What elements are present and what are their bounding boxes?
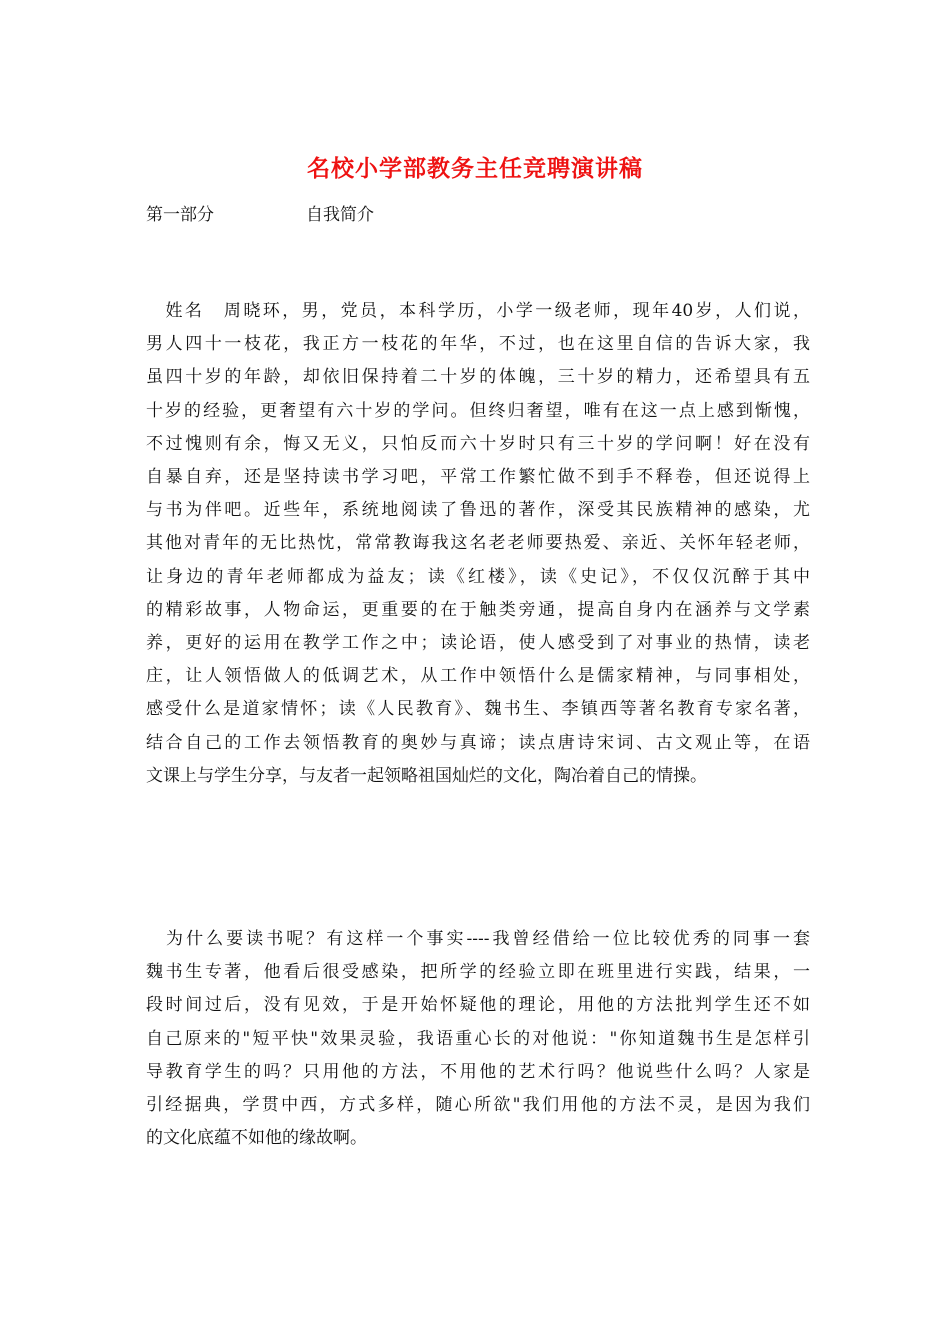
section-number: 第一部分 — [146, 205, 214, 225]
paragraph-line: 引经据典，学贯中西，方式多样，随心所欲"我们用他的方法不灵，是因为我们 — [146, 1095, 810, 1116]
paragraph-why-read — [146, 923, 810, 1155]
paragraph-line: 不过愧则有余，悔又无义，只怕反而六十岁时只有三十岁的学问啊！好在没有 — [146, 433, 810, 454]
paragraph-line: 自暴自弃，还是坚持读书学习吧，平常工作繁忙做不到手不释卷，但还说得上 — [146, 467, 810, 488]
paragraph-line: 段时间过后，没有见效，于是开始怀疑他的理论，用他的方法批判学生还不如 — [146, 995, 810, 1016]
paragraph-line: 虽四十岁的年龄，却依旧保持着二十岁的体魄，三十岁的精力，还希望具有五 — [146, 367, 810, 388]
paragraph-line: 的文化底蕴不如他的缘故啊。 — [146, 1128, 367, 1149]
paragraph-line: 与书为伴吧。近些年，系统地阅读了鲁迅的著作，深受其民族精神的感染，尤 — [146, 500, 810, 521]
paragraph-line: 其他对青年的无比热忱，常常教诲我这名老老师要热爱、亲近、关怀年轻老师， — [146, 533, 810, 554]
paragraph-self-introduction — [146, 295, 810, 793]
paragraph-line: 感受什么是道家情怀；读《人民教育》、魏书生、李镇西等著名教育专家名著， — [146, 699, 810, 720]
paragraph-line: 让身边的青年老师都成为益友；读《红楼》，读《史记》，不仅仅沉醉于其中 — [146, 566, 810, 587]
paragraph-line: 为什么要读书呢？有这样一个事实----我曾经借给一位比较优秀的同事一套 — [146, 929, 810, 949]
paragraph-line: 自己原来的"短平快"效果灵验，我语重心长的对他说："你知道魏书生是怎样引 — [146, 1028, 810, 1049]
paragraph-line: 姓名 周晓环，男，党员，本科学历，小学一级老师，现年40岁，人们说， — [146, 301, 810, 321]
document-title: 名校小学部教务主任竞聘演讲稿 — [307, 156, 643, 182]
paragraph-line: 男人四十一枝花，我正方一枝花的年华，不过，也在这里自信的告诉大家，我 — [146, 334, 810, 355]
paragraph-line: 庄，让人领悟做人的低调艺术，从工作中领悟什么是儒家精神，与同事相处， — [146, 666, 810, 687]
paragraph-line: 的精彩故事，人物命运，更重要的在于触类旁通，提高自身内在涵养与文学素 — [146, 599, 810, 620]
paragraph-line: 结合自己的工作去领悟教育的奥妙与真谛；读点唐诗宋词、古文观止等，在语 — [146, 732, 810, 753]
paragraph-line: 养，更好的运用在教学工作之中；读论语，使人感受到了对事业的热情，读老 — [146, 633, 810, 654]
section-heading — [146, 200, 374, 225]
paragraph-line: 魏书生专著，他看后很受感染，把所学的经验立即在班里进行实践，结果，一 — [146, 962, 810, 983]
paragraph-line: 文课上与学生分享，与友者一起领略祖国灿烂的文化，陶冶着自己的情操。 — [146, 765, 707, 786]
paragraph-line: 十岁的经验，更奢望有六十岁的学问。但终归奢望，唯有在这一点上感到惭愧， — [146, 400, 810, 421]
section-name: 自我简介 — [306, 205, 374, 225]
paragraph-line: 导教育学生的吗？只用他的方法，不用他的艺术行吗？他说些什么吗？人家是 — [146, 1061, 810, 1082]
